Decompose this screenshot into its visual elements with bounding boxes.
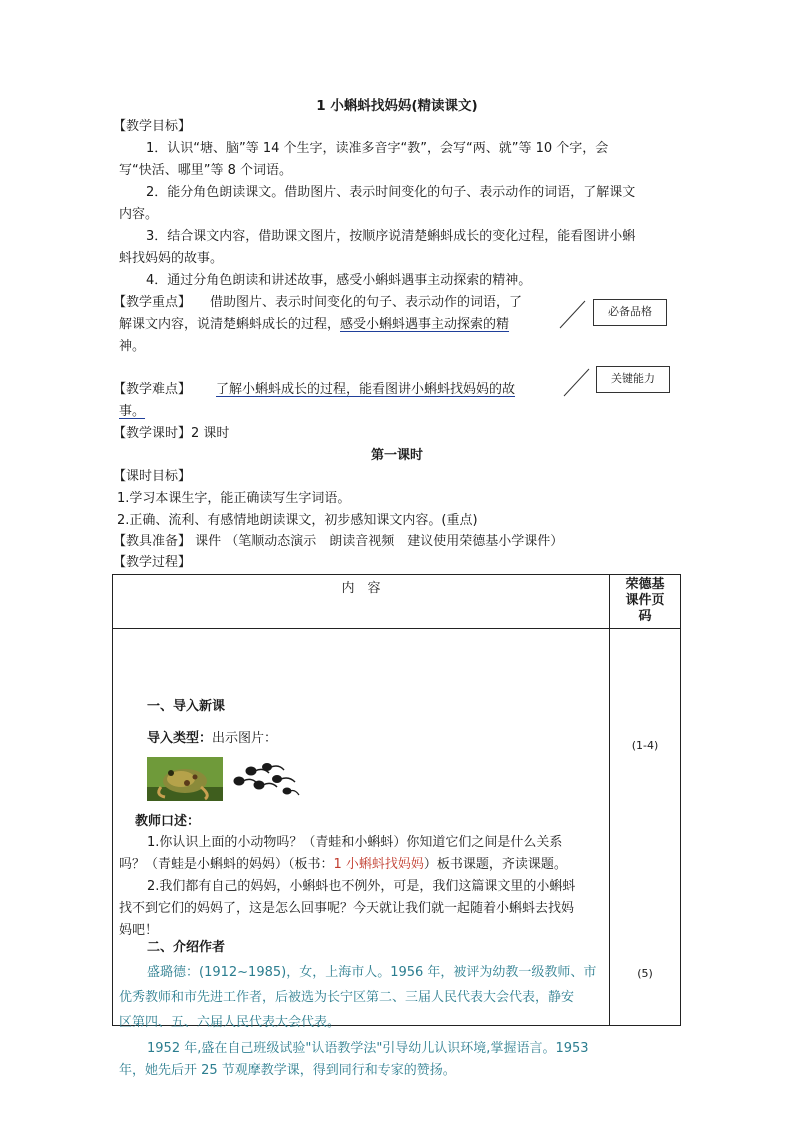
goal-4: 4．通过分角色朗读和讲述故事，感受小蝌蚪遇事主动探索的精神。 [146, 273, 532, 288]
author-p2-line-2: 年，她先后开 25 节观摩教学课，得到同行和专家的赞扬。 [119, 1063, 456, 1078]
goal-1-line-2: 写“快活、哪里”等 8 个词语。 [119, 163, 293, 178]
tools-line: 【教具准备】 课件 （笔顺动态演示 朗读音视频 建议使用荣德基小学课件） [113, 534, 564, 549]
process-table [112, 574, 681, 1078]
key-points-line-3: 神。 [119, 339, 146, 354]
key-points-line-2-a: 解课文内容，说清楚蝌蚪成长的过程， [119, 317, 341, 332]
col-content-header: 内 容 [113, 575, 610, 629]
callout-connector-2 [562, 366, 592, 398]
goal-2-line-1: 2．能分角色朗读课文。借助图片、表示时间变化的句子、表示动作的词语，了解课文 [146, 185, 636, 200]
lesson-goal-2: 2.正确、流利、有感情地朗读课文，初步感知课文内容。(重点) [117, 513, 478, 528]
board-title: 1 小蝌蚪找妈妈 [333, 857, 424, 872]
col-page-header-2: 课件页 [625, 593, 665, 608]
section2-heading: 二、介绍作者 [147, 940, 226, 955]
question-2-line-1: 2.我们都有自己的妈妈，小蝌蚪也不例外，可是，我们这篇课文里的小蝌蚪 [147, 879, 576, 894]
col-page-header-3: 码 [638, 609, 652, 624]
key-points-line-1: 借助图片、表示时间变化的句子、表示动作的词语，了 [210, 295, 523, 310]
teaching-hours: 【教学课时】2 课时 [113, 426, 230, 441]
col-page-header [610, 575, 681, 629]
intro-type [147, 728, 277, 750]
goal-2-line-2: 内容。 [119, 207, 159, 222]
process-page-cell [610, 629, 681, 1026]
lesson-title: 第一课时 [370, 448, 423, 463]
goal-1-line-1: 1．认识“塘、脑”等 14 个生字，读准多音字“教”，会写“两、就”等 10 个字，会 [146, 141, 609, 156]
goal-3-line-1: 3．结合课文内容，借助课文图片，按顺序说清楚蝌蚪成长的变化过程，能看图讲小蝌 [146, 229, 636, 244]
lesson-goals-heading: 【课时目标】 [113, 469, 192, 484]
page-ref-2: (5) [637, 967, 653, 980]
callout-connector-1 [558, 298, 588, 330]
question-1-line-2 [119, 854, 567, 876]
goals-heading: 【教学目标】 [113, 119, 192, 134]
author-p2-line-1: 1952 年,盛在自己班级试验"认语教学法"引导幼儿认识环境,掌握语言。1953 [147, 1041, 589, 1056]
intro-type-text: 出示图片： [212, 731, 278, 746]
page-ref-1: (1-4) [631, 739, 659, 752]
tadpoles-image [229, 759, 301, 799]
process-content-cell [113, 629, 610, 1078]
question-2-line-2: 找不到它们的妈妈了，这是怎么回事呢？今天就让我们就一起随着小蝌蚪去找妈 [119, 901, 575, 916]
author-p1-line-2: 优秀教师和市先进工作者，后被选为长宁区第二、三届人民代表大会代表，静安 [119, 990, 575, 1005]
question-1-line-2-a: 吗？（青蛙是小蝌蚪的妈妈）（板书： [119, 857, 334, 872]
difficulty-line-2: 事。 [119, 404, 146, 419]
question-2-line-3: 妈吧！ [119, 923, 159, 938]
page-title: 1 小蝌蚪找妈妈(精读课文) [316, 98, 478, 114]
col-page-header-1: 荣德基 [625, 577, 665, 592]
goal-3-line-2: 蚪找妈妈的故事。 [119, 251, 224, 266]
frog-image [147, 757, 223, 801]
lesson-goal-1: 1.学习本课生字，能正确读写生字词语。 [117, 491, 351, 506]
callout-key-ability: 关键能力 [596, 366, 670, 393]
difficulty-label: 【教学难点】 [113, 382, 192, 397]
key-points-line-2-b: 感受小蝌蚪遇事主动探索的精 [340, 317, 510, 332]
process-heading: 【教学过程】 [113, 555, 192, 570]
teacher-oral-label: 教师口述： [135, 814, 201, 829]
author-p1-line-3: 区第四、五、六届人民代表大会代表。 [119, 1015, 341, 1030]
callout-required-character: 必备品格 [593, 299, 667, 326]
intro-type-label: 导入类型： [147, 731, 213, 746]
difficulty-line-1: 了解小蝌蚪成长的过程，能看图讲小蝌蚪找妈妈的故 [216, 382, 516, 397]
author-p1-line-1: 盛璐德：(1912~1985)，女，上海市人。1956 年，被评为幼教一级教师、市 [147, 965, 597, 980]
question-1-line-1: 1.你认识上面的小动物吗？（青蛙和小蝌蚪）你知道它们之间是什么关系 [147, 835, 563, 850]
key-points-label: 【教学重点】 [113, 295, 192, 310]
question-1-line-2-b: ）板书课题，齐读课题。 [423, 857, 567, 872]
key-points-line-2 [119, 315, 509, 335]
section1-heading: 一、导入新课 [147, 699, 226, 714]
